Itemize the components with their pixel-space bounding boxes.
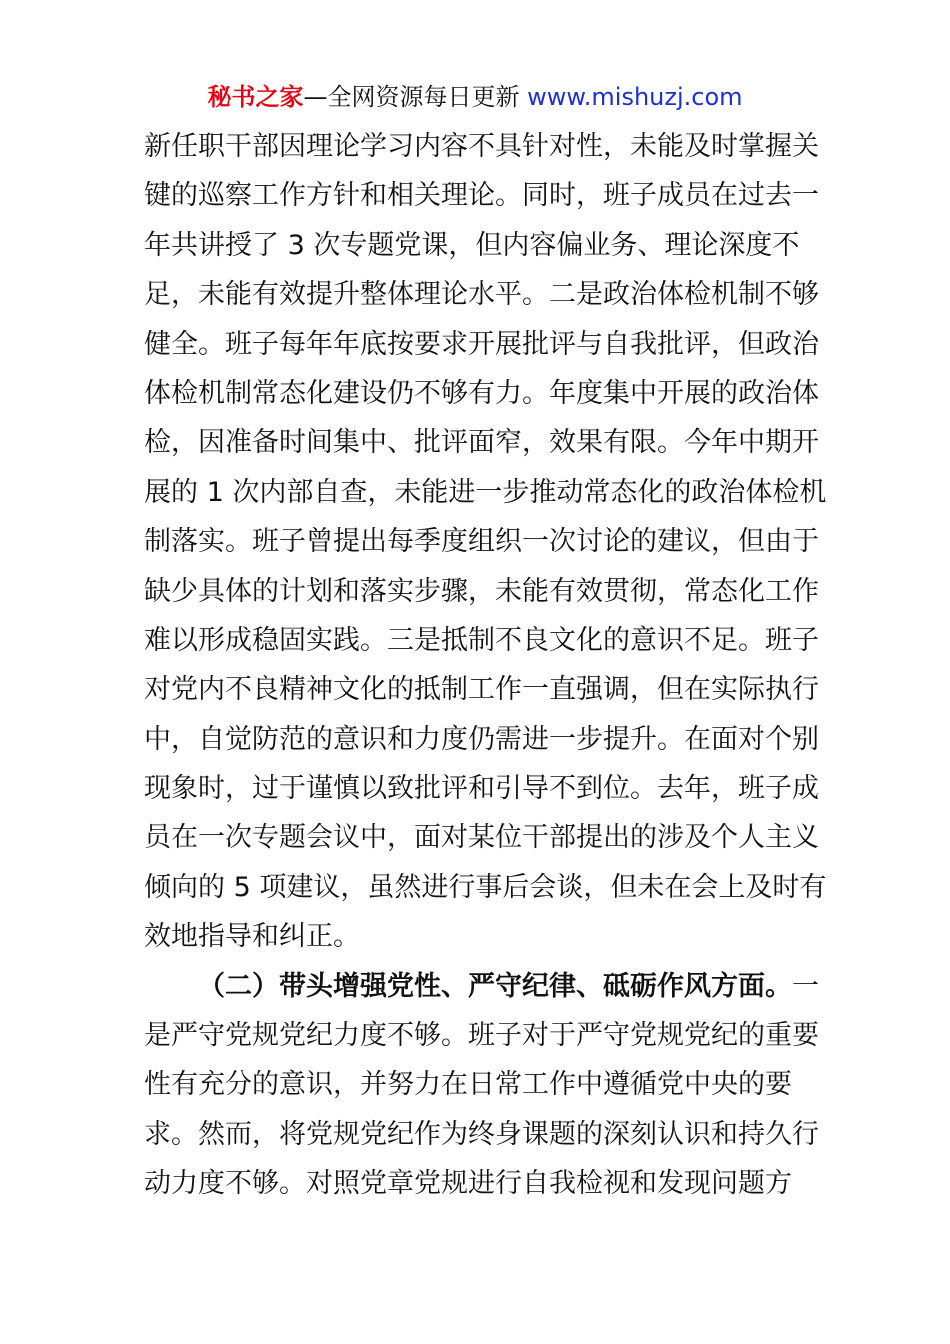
text-line: 求。然而，将党规党纪作为终身课题的深刻认识和持久行: [144, 1118, 819, 1150]
text-line: 倾向的 5 项建议，虽然进行事后会谈，但未在会上及时有: [144, 871, 827, 903]
text-line: 制落实。班子曾提出每季度组织一次讨论的建议，但由于: [144, 526, 819, 558]
text-line: 足，未能有效提升整体理论水平。二是政治体检机制不够: [144, 279, 819, 311]
site-tagline: —全网资源每日更新: [303, 83, 520, 111]
text-line: 效地指导和纠正。: [144, 921, 360, 953]
section-first-line-rest: 一: [792, 970, 819, 1002]
text-line: 动力度不够。对照党章党规进行自我检视和发现问题方: [144, 1168, 792, 1200]
text-line: 体检机制常态化建设仍不够有力。年度集中开展的政治体: [144, 377, 819, 409]
site-brand: 秘书之家: [207, 83, 304, 111]
document-body: [144, 122, 827, 1209]
text-line: 展的 1 次内部自查，未能进一步推动常态化的政治体检机: [144, 476, 827, 508]
text-line: 现象时，过于谨慎以致批评和引导不到位。去年，班子成: [144, 773, 819, 805]
text-line: 检，因准备时间集中、批评面窄，效果有限。今年中期开: [144, 427, 819, 459]
site-header: [0, 80, 950, 114]
text-line: 性有充分的意识，并努力在日常工作中遵循党中央的要: [144, 1069, 792, 1101]
text-line: 年共讲授了 3 次专题党课，但内容偏业务、理论深度不: [144, 229, 800, 261]
text-line: 新任职干部因理论学习内容不具针对性，未能及时掌握关: [144, 131, 819, 162]
text-line: 键的巡察工作方针和相关理论。同时，班子成员在过去一: [144, 180, 819, 212]
text-line: 难以形成稳固实践。三是抵制不良文化的意识不足。班子: [144, 624, 819, 656]
site-url-link[interactable]: www.mishuzj.com: [527, 83, 743, 111]
text-line: 员在一次专题会议中，面对某位干部提出的涉及个人主义: [144, 822, 819, 854]
section-heading: （二）带头增强党性、严守纪律、砥砺作风方面。: [198, 970, 792, 1002]
text-line: 中，自觉防范的意识和力度仍需进一步提升。在面对个别: [144, 723, 819, 755]
text-line: 是严守党规党纪力度不够。班子对于严守党规党纪的重要: [144, 1020, 819, 1052]
text-line: 缺少具体的计划和落实步骤，未能有效贯彻，常态化工作: [144, 575, 819, 607]
text-line: 健全。班子每年年底按要求开展批评与自我批评，但政治: [144, 328, 819, 360]
text-line: 对党内不良精神文化的抵制工作一直强调，但在实际执行: [144, 674, 819, 706]
section-first-line: [144, 962, 819, 1011]
